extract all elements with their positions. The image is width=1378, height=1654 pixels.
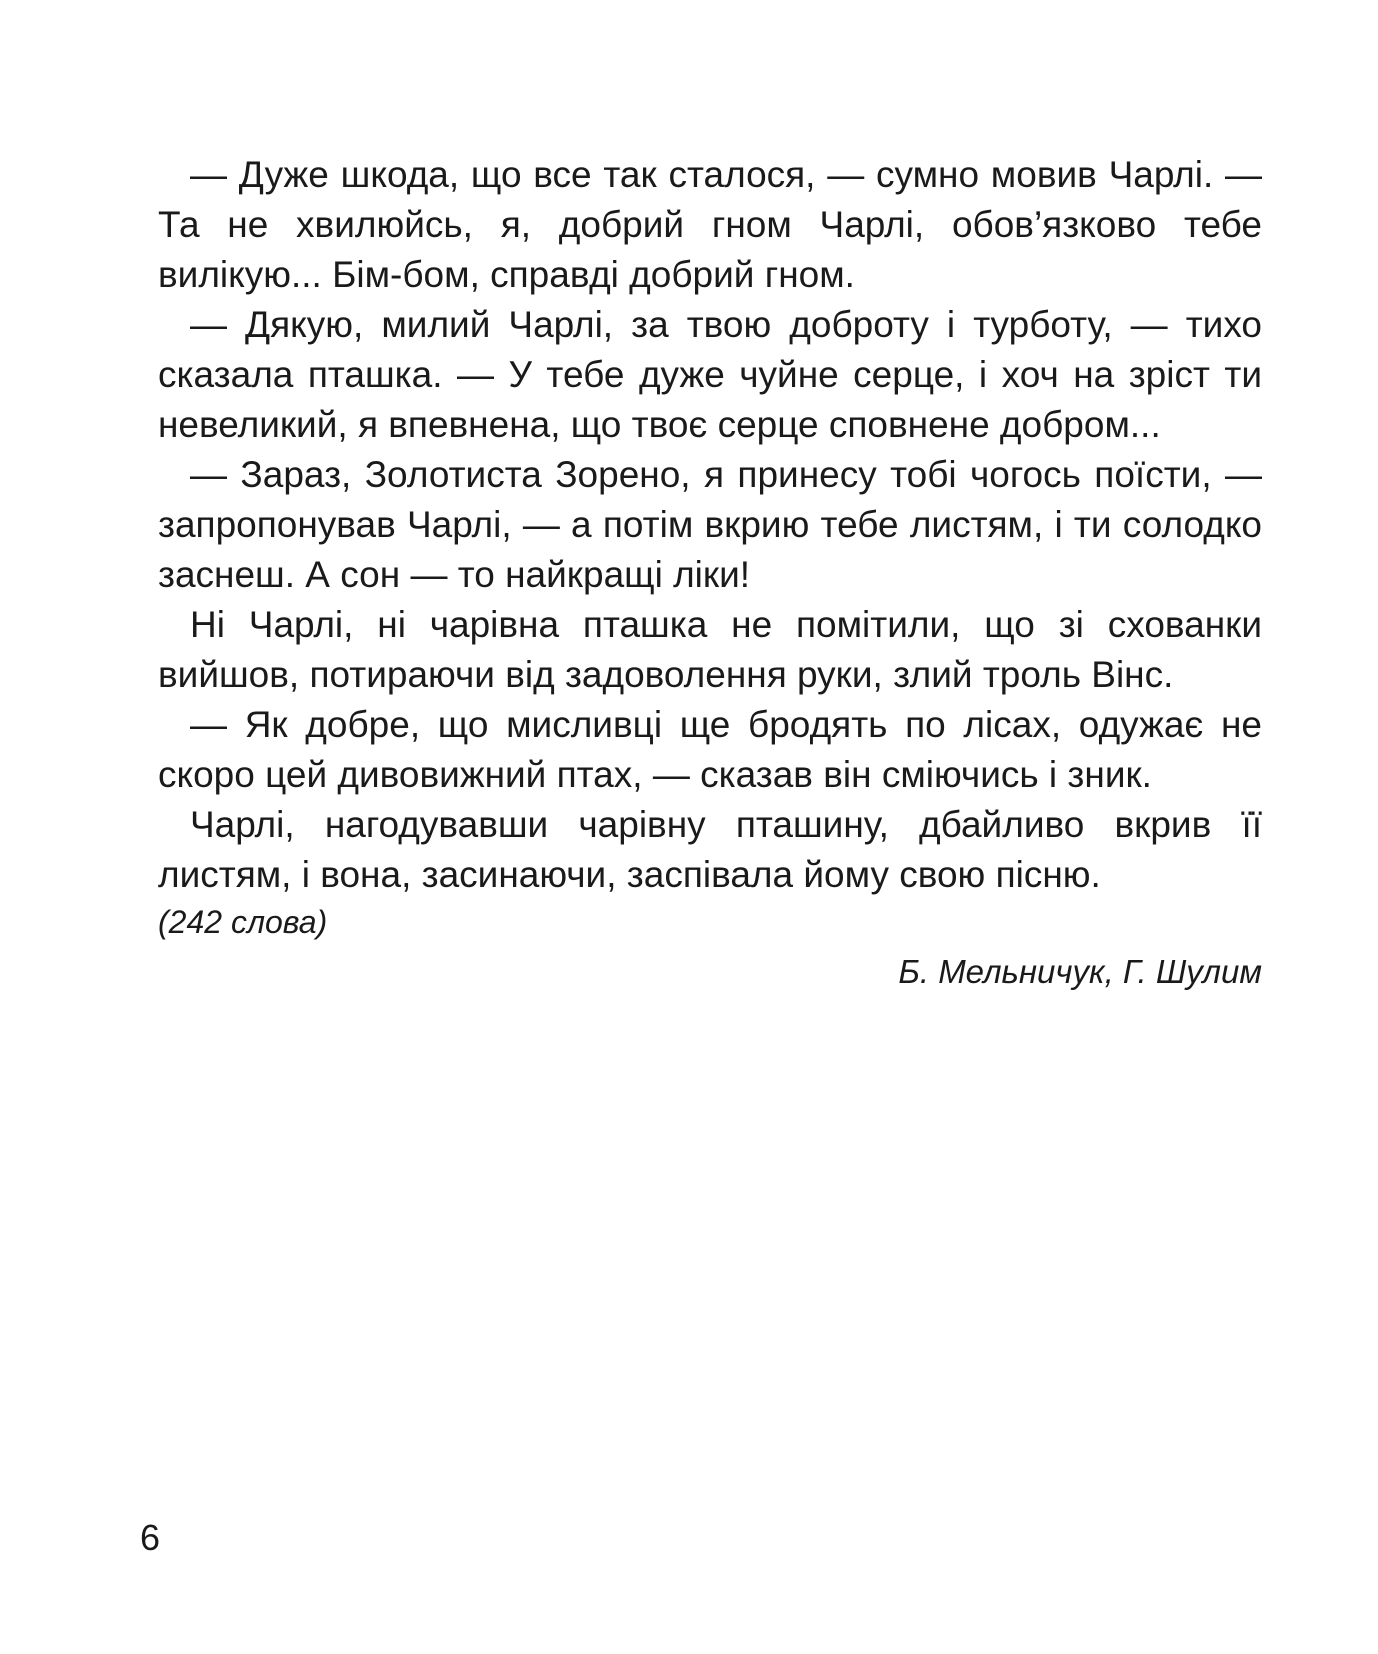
paragraph-5: — Як добре, що мисливці ще бродять по лісах, одужає не скоро цей дивовижний птах, — сказав він сміючись і зник. bbox=[158, 704, 1262, 795]
page-body bbox=[158, 150, 1262, 994]
author-credit: Б. Мельничук, Г. Шулим bbox=[898, 953, 1262, 990]
page-number: 6 bbox=[140, 1517, 161, 1558]
word-count: (242 слова) bbox=[158, 904, 328, 940]
paragraph-4: Ні Чарлі, ні чарівна пташка не помітили, що зі схованки вийшов, потираючи від задоволення руки, злий троль Вінс. bbox=[158, 604, 1262, 695]
paragraph-3: — Зараз, Золотиста Зорено, я принесу тобі чогось поїсти, — запропонував Чарлі, — а потім вкрию тебе листям, і ти солодко заснеш. А сон — то найкращі ліки! bbox=[158, 454, 1262, 595]
paragraph-1: — Дуже шкода, що все так сталося, — сумно мовив Чарлі. — Та не хвилюйсь, я, добрий гном Чарлі, обов’язково тебе вилікую... Бім-бом, справді добрий гном. bbox=[158, 154, 1262, 295]
paragraph-2: — Дякую, милий Чарлі, за твою доброту і турботу, — тихо сказала пташка. — У тебе дуже чуйне серце, і хоч на зріст ти невеликий, я впевнена, що твоє серце сповнене добром... bbox=[158, 304, 1262, 445]
paragraph-6: Чарлі, нагодувавши чарівну пташину, дбайливо вкрив її листям, і вона, засинаючи, заспівала йому свою пісню. bbox=[158, 804, 1262, 895]
